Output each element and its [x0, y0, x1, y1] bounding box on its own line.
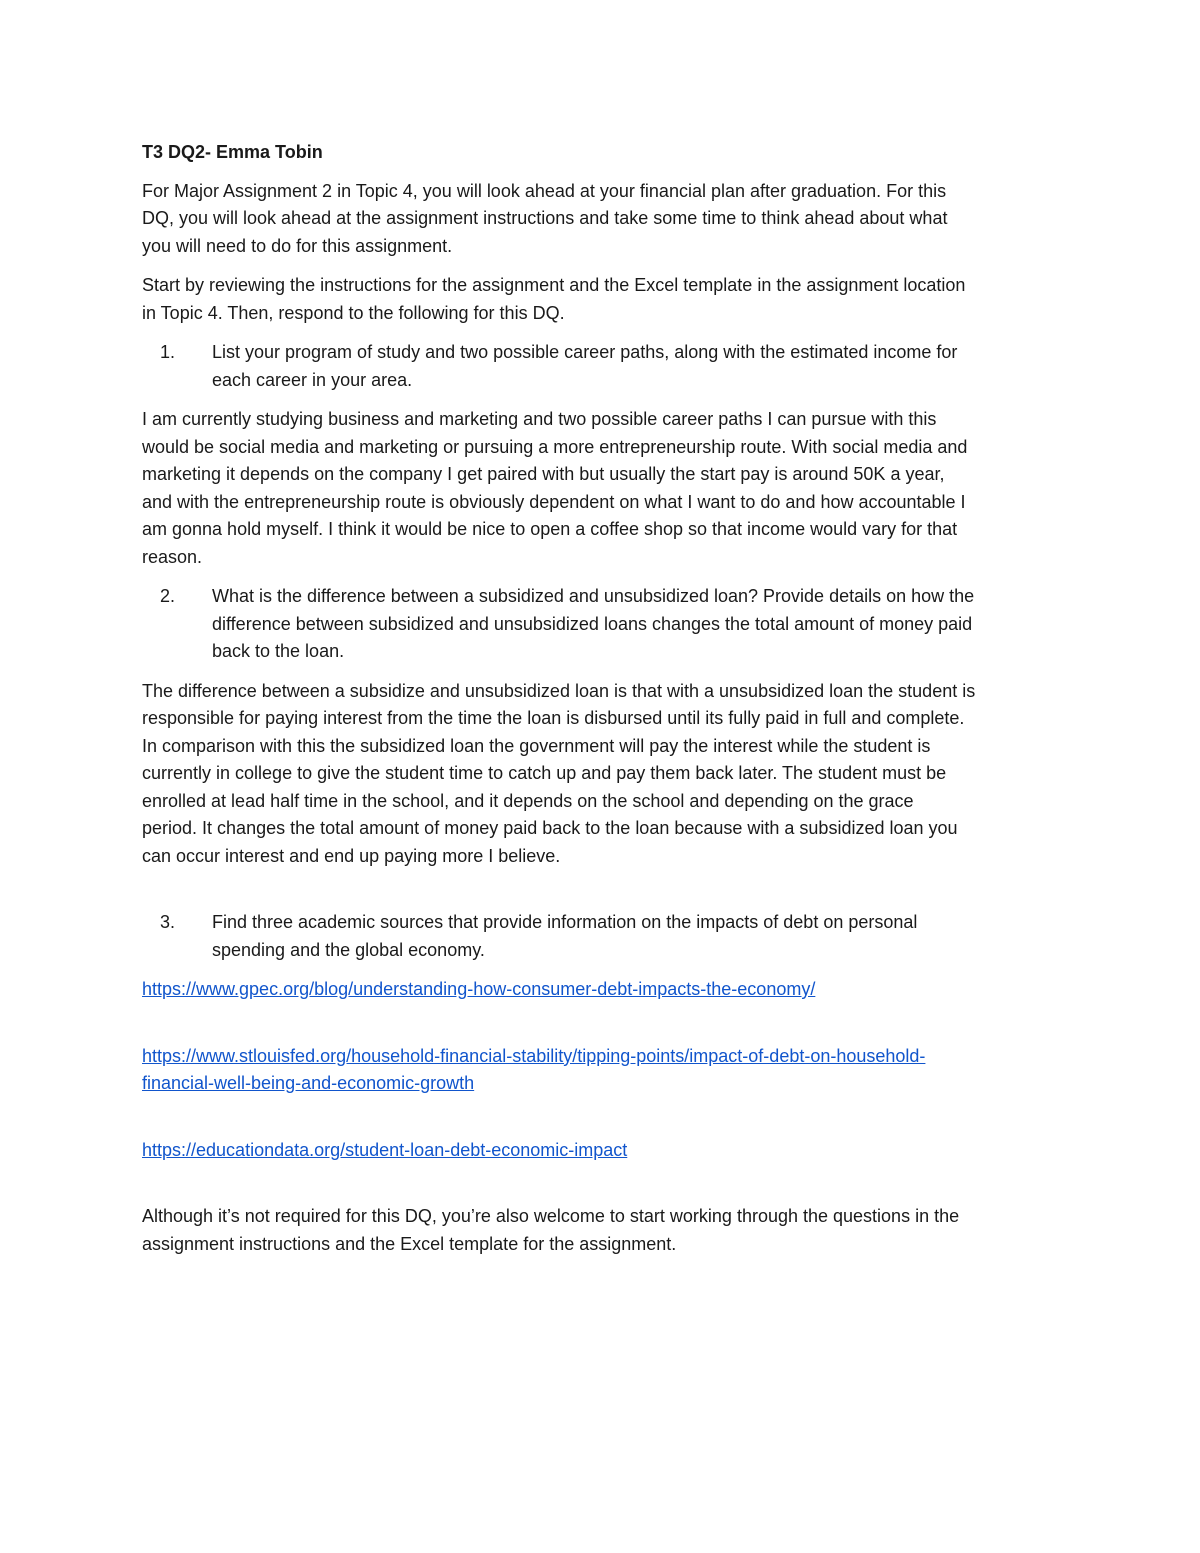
text-line: In comparison with this the subsidized loan the government will pay the interest while the student is	[142, 735, 931, 756]
text-line: difference between subsidized and unsubsidized loans changes the total amount of money paid	[212, 613, 973, 634]
hyperlink[interactable]: https://educationdata.org/student-loan-debt-economic-impact	[142, 1139, 628, 1160]
source-link-2[interactable]	[142, 1043, 1062, 1098]
question-2	[142, 583, 1062, 666]
blank-line	[142, 1176, 1062, 1203]
text-line: each career in your area.	[212, 369, 413, 390]
source-link-1[interactable]	[142, 976, 1062, 1004]
text-line: back to the loan.	[212, 641, 345, 661]
hyperlink[interactable]: https://www.gpec.org/blog/understanding-how-consumer-debt-impacts-the-economy/	[142, 979, 816, 999]
instructions-paragraph	[142, 272, 1062, 327]
text-line: List your program of study and two possible career paths, along with the estimated income for	[212, 342, 958, 362]
question-number: 1.	[160, 342, 176, 362]
text-line: am gonna hold myself. I think it would be nice to open a coffee shop so that income would vary for that	[142, 519, 958, 539]
hyperlink[interactable]: https://www.stlouisfed.org/household-financial-stability/tipping-points/impact-of-debt-on-household-	[142, 1045, 926, 1066]
hyperlink[interactable]: financial-well-being-and-economic-growth	[142, 1073, 475, 1093]
intro-paragraph	[142, 178, 1062, 261]
text-line: Although it’s not required for this DQ, you’re also welcome to start working through the questions in the	[142, 1206, 960, 1226]
text-line: can occur interest and end up paying more I believe.	[142, 845, 561, 866]
text-line: I am currently studying business and marketing and two possible career paths I can pursue with this	[142, 409, 937, 429]
text-line: assignment instructions and the Excel template for the assignment.	[142, 1233, 677, 1254]
question-3	[142, 909, 1062, 964]
answer-1	[142, 406, 1062, 571]
text-line: The difference between a subsidize and unsubsidized loan is that with a unsubsidized loan the student is	[142, 680, 976, 701]
answer-2	[142, 678, 1062, 871]
blank-line	[142, 1016, 1062, 1043]
text-line: enrolled at lead half time in the school, and it depends on the school and depending on the grace	[142, 790, 914, 811]
text-line: Start by reviewing the instructions for the assignment and the Excel template in the assignment location	[142, 275, 966, 295]
text-line: reason.	[142, 546, 203, 567]
text-line: you will need to do for this assignment.	[142, 235, 453, 256]
text-line: For Major Assignment 2 in Topic 4, you will look ahead at your financial plan after graduation. For this	[142, 180, 947, 201]
source-link-3[interactable]	[142, 1137, 1062, 1165]
text-line: marketing it depends on the company I get paired with but usually the start pay is around 50K a year,	[142, 464, 945, 484]
text-line: responsible for paying interest from the time the loan is disbursed until its fully paid in full and complete.	[142, 708, 965, 728]
closing-paragraph	[142, 1203, 1062, 1258]
text-line: spending and the global economy.	[212, 939, 485, 960]
document-page	[142, 139, 1062, 1270]
question-number: 2.	[160, 586, 176, 606]
text-line: currently in college to give the student time to catch up and pay them back later. The student must be	[142, 763, 947, 783]
question-number: 3.	[160, 912, 176, 932]
blank-line	[142, 1110, 1062, 1137]
text-line: would be social media and marketing or pursuing a more entrepreneurship route. With social media and	[142, 436, 968, 457]
text-line: and with the entrepreneurship route is obviously dependent on what I want to do and how accountable I	[142, 491, 966, 512]
question-1	[142, 339, 1062, 394]
text-line: in Topic 4. Then, respond to the following for this DQ.	[142, 302, 565, 323]
text-line: period. It changes the total amount of money paid back to the loan because with a subsidized loan you	[142, 818, 958, 838]
text-line: DQ, you will look ahead at the assignment instructions and take some time to think ahead about what	[142, 208, 948, 228]
document-title: T3 DQ2- Emma Tobin	[142, 142, 323, 162]
text-line: What is the difference between a subsidized and unsubsidized loan? Provide details on how the	[212, 586, 975, 606]
blank-line	[142, 882, 1062, 909]
text-line: Find three academic sources that provide information on the impacts of debt on personal	[212, 912, 918, 932]
